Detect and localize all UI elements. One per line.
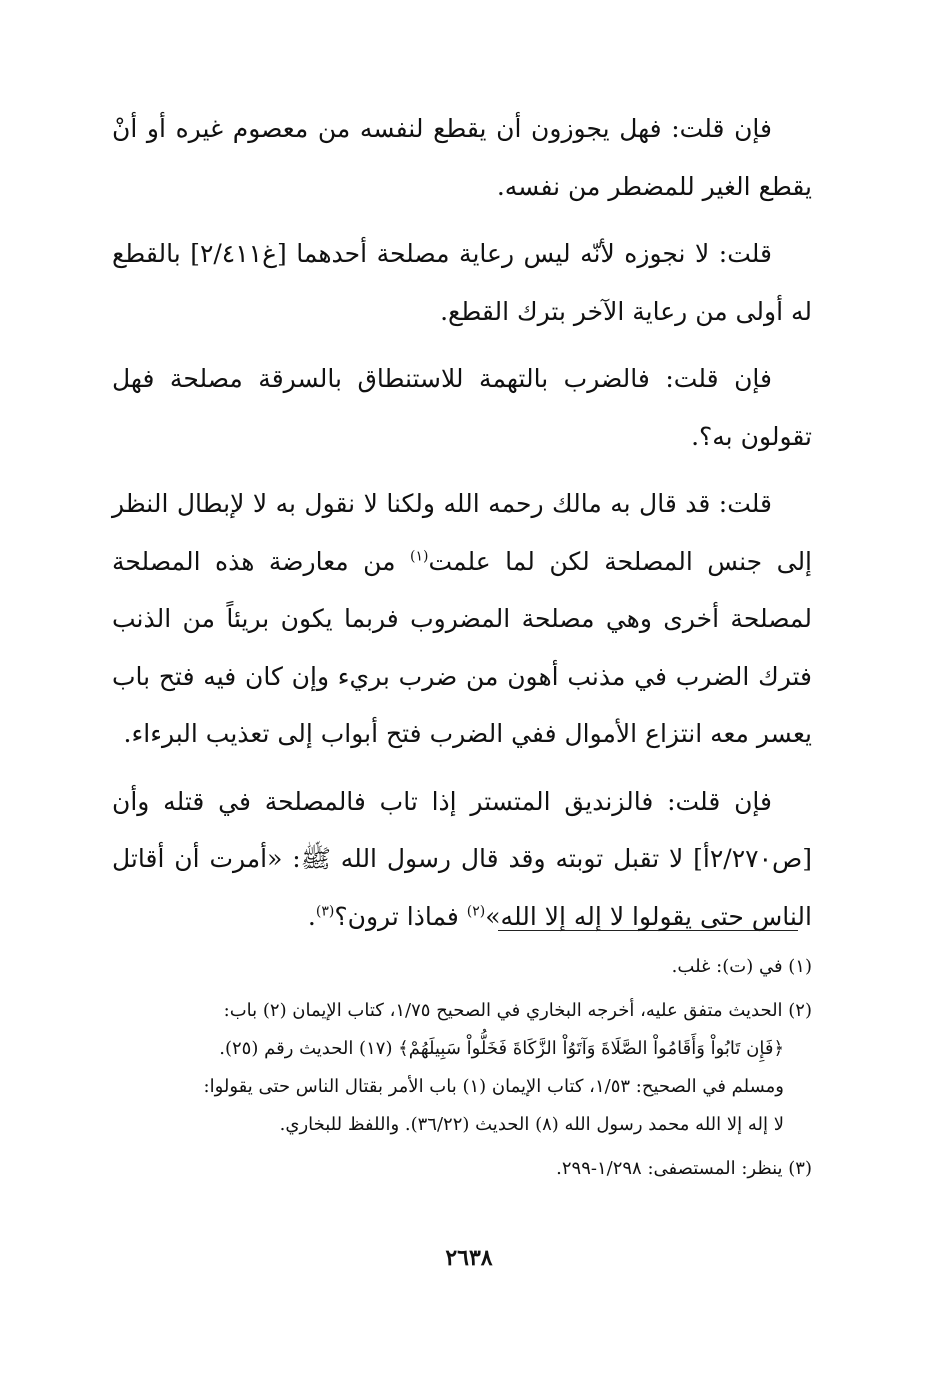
paragraph-1-text: فإن قلت: فهل يجوزون أن يقطع لنفسه من معصوم غيره أو أنْ يقطع الغير للمضطر من نفسه. <box>112 114 812 201</box>
main-text <box>112 100 812 955</box>
footnote-ref-2: (٢) <box>466 903 486 920</box>
paragraph-4-text-before: قلت: قد قال به مالك رحمه الله ولكنا لا نقول به لا لإبطال النظر إلى جنس المصلحة لكن لما علمت <box>112 489 813 576</box>
paragraph-5-text-after: فماذا ترون؟ <box>334 901 467 931</box>
paragraph-3 <box>112 350 812 465</box>
paragraph-3-text: فإن قلت: فالضرب بالتهمة للاستنطاق بالسرقة مصلحة فهل تقولون به؟. <box>112 364 812 451</box>
footnote-2-line-4: لا إله إلا الله محمد رسول الله (٨) الحديث (٣٦/٢٢). واللفظ للبخاري. <box>279 1114 784 1135</box>
paragraph-4-text-after: من معارضة هذه المصلحة لمصلحة أخرى وهي مصلحة المضروب فربما يكون بريئاً من الذنب فترك الضرب في مذنب أهون من ضرب بريء وإن كان فيه فتح باب يعسر معه انتزاع الأموال ففي الضرب فتح أبواب إلى تعذيب البرءاء. <box>112 546 812 748</box>
page-number: ٢٦٣٨ <box>445 1245 493 1271</box>
footnote-ref-1: (١) <box>410 548 429 565</box>
paragraph-5-text-before: فإن قلت: فالزنديق المتستر إذا تاب فالمصلحة في قتله وأن [ص٢/٢٧٠أ] لا تقبل توبته وقد قال رسول الله ﷺ: «أمرت أن أقاتل الناس حتى يقولوا لا إله إلا الله» <box>112 786 812 931</box>
footnote-ref-3: (٣) <box>315 903 335 920</box>
paragraph-2 <box>112 225 812 340</box>
paragraph-1 <box>112 100 812 215</box>
footnote-1 <box>112 948 812 986</box>
paragraph-4 <box>112 475 812 763</box>
footnote-2-line-1: (٢) الحديث متفق عليه، أخرجه البخاري في الصحيح ١/٧٥، كتاب الإيمان (٢) باب: <box>223 1000 812 1021</box>
footnote-divider <box>498 930 798 931</box>
footnote-1-line: (١) في (ت): غلب. <box>671 956 812 977</box>
paragraph-5-end: . <box>307 901 316 931</box>
footnote-2-line-3: ومسلم في الصحيح: ١/٥٣، كتاب الإيمان (١) باب الأمر بقتال الناس حتى يقولوا: <box>203 1076 784 1097</box>
footnote-3-line: (٣) ينظر: المستصفى: ١/٢٩٨-٢٩٩. <box>556 1158 812 1179</box>
paragraph-5 <box>112 773 812 946</box>
footnote-2-line-2: ﴿فَإِن تَابُواْ وَأَقَامُواْ الصَّلَاةَ وَآتَوُاْ الزَّكَاةَ فَخَلُّواْ سَبِيلَهُمْ﴾ (١٧) الحديث رقم (٢٥). <box>219 1038 784 1059</box>
paragraph-2-text: قلت: لا نجوزه لأنّه ليس رعاية مصلحة أحدهما [غ٢/٤١١] بالقطع له أولى من رعاية الآخر بترك القطع. <box>112 239 812 326</box>
footnote-3 <box>112 1150 812 1188</box>
footnotes <box>112 948 812 1194</box>
footnote-2 <box>112 992 812 1144</box>
